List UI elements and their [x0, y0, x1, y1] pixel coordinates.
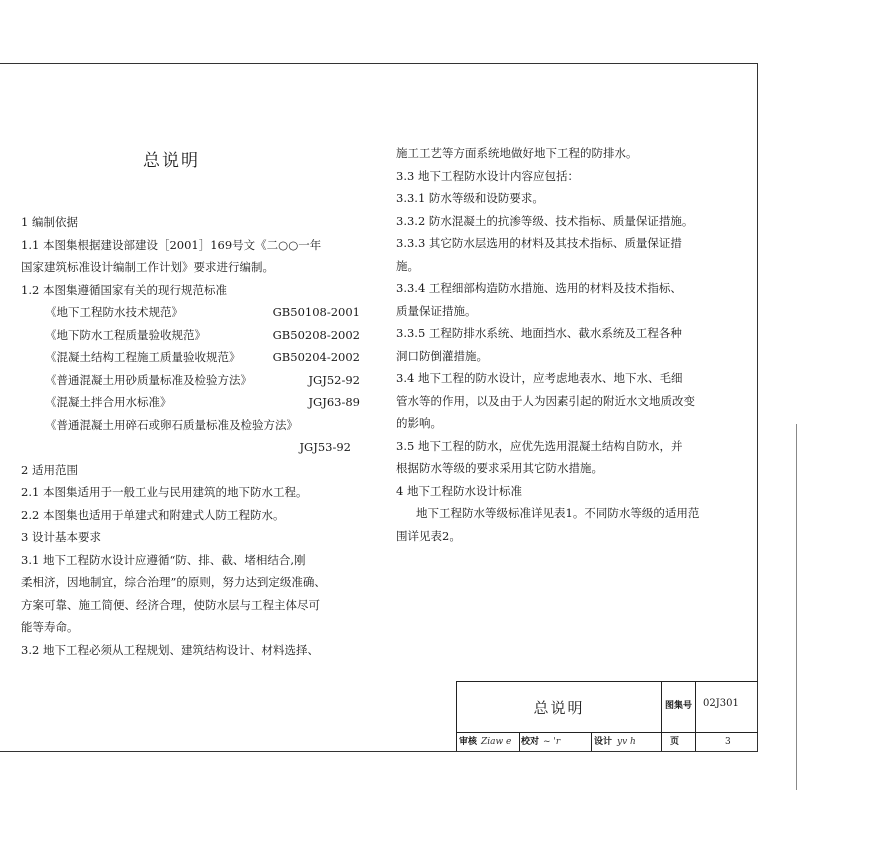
reference-code: JGJ52-92 — [308, 372, 360, 387]
text-line: 3.3.2 防水混凝土的抗渗等级、技术指标、质量保证措施。 — [396, 213, 694, 228]
design-label: 设计 — [594, 737, 613, 747]
text-line: 3.3.3 其它防水层选用的材料及其技术指标、质量保证措 — [396, 236, 682, 250]
text-line: 围详见表2。 — [396, 528, 461, 543]
review-signature: Ziaw e — [481, 737, 512, 747]
text-line: 柔相济，因地制宜，综合治理”的原则，努力达到定级准确、 — [21, 575, 326, 589]
text-line: 地下工程防水等级标准详见表1。不同防水等级的适用范 — [416, 506, 700, 520]
reference-line — [21, 301, 360, 324]
right-text-column — [396, 142, 746, 547]
text-line: 3.4 地下工程的防水设计，应考虑地表水、地下水、毛细 — [396, 371, 683, 385]
reference-line — [21, 414, 360, 437]
text-line: 施。 — [396, 258, 419, 273]
text-line: 根据防水等级的要求采用其它防水措施。 — [396, 461, 603, 475]
page-label: 页 — [670, 737, 680, 747]
text-line: 3.3.5 工程防排水系统、地面挡水、截水系统及工程各种 — [396, 326, 682, 340]
reference-code: GB50108-2001 — [272, 305, 360, 319]
text-line: 2 适用范围 — [21, 462, 78, 477]
left-text-column — [21, 211, 366, 661]
reference-title: 《混凝土结构工程施工质量验收规范》 — [45, 350, 241, 364]
title-block-title: 总说明 — [533, 698, 585, 717]
text-line: 方案可靠、施工简便、经济合理，使防水层与工程主体尽可 — [21, 597, 320, 612]
text-line: 洞口防倒灌措施。 — [396, 348, 488, 363]
atlas-number-label: 图集号 — [664, 701, 692, 711]
text-line: 3.3 地下工程防水设计内容应包括： — [396, 168, 579, 183]
reference-title: 《地下工程防水技术规范》 — [45, 305, 183, 319]
text-line: 施工工艺等方面系统地做好地下工程的防排水。 — [396, 146, 638, 160]
text-line: 3.1 地下工程防水设计应遵循“防、排、截、堵相结合,刚 — [21, 552, 306, 567]
title-block-top-row — [457, 682, 758, 733]
scan-edge-line — [796, 424, 797, 790]
text-line: JGJ53-92 — [299, 440, 351, 454]
text-line: 1 编制依据 — [21, 215, 78, 229]
signature-row — [457, 733, 758, 751]
reference-code: GB50204-2002 — [272, 350, 360, 364]
reference-line — [21, 324, 360, 347]
text-line: 质量保证措施。 — [396, 303, 477, 318]
design-signature: yv h — [617, 737, 636, 747]
reference-line — [21, 391, 360, 414]
text-line: 2.1 本图集适用于一般工业与民用建筑的地下防水工程。 — [21, 485, 308, 499]
reference-code: GB50208-2002 — [272, 327, 360, 342]
signature-divider — [519, 733, 520, 751]
text-line: 1.1 本图集根据建设部建设［2001］169号文《二○○一年 — [21, 237, 322, 252]
signature-divider — [591, 733, 592, 751]
text-line: 的影响。 — [396, 416, 442, 430]
text-line: 4 地下工程防水设计标准 — [396, 483, 522, 498]
text-line: 3.3.1 防水等级和设防要求。 — [396, 191, 544, 205]
reference-line — [21, 346, 360, 369]
reference-code: JGJ63-89 — [308, 395, 360, 409]
text-line: 3.3.4 工程细部构造防水措施、选用的材料及技术指标、 — [396, 281, 682, 295]
reference-title: 《普通混凝土用碎石或卵石质量标准及检验方法》 — [45, 417, 298, 432]
reference-title: 《地下防水工程质量验收规范》 — [45, 327, 206, 342]
check-label: 校对 — [521, 737, 540, 747]
atlas-number: 02J301 — [703, 698, 739, 709]
page-number: 3 — [725, 737, 731, 747]
reference-title: 《普通混凝土用砂质量标准及检验方法》 — [45, 372, 252, 387]
check-signature: ~ 'r — [543, 737, 561, 747]
text-line: 能等寿命。 — [21, 620, 79, 634]
page-title: 总说明 — [143, 151, 200, 171]
text-line: 1.2 本图集遵循国家有关的现行规范标准 — [21, 282, 227, 297]
text-line: 管水等的作用，以及由于人为因素引起的附近水文地质改变 — [396, 393, 695, 408]
title-block — [456, 681, 758, 751]
text-line: 3.2 地下工程必须从工程规划、建筑结构设计、材料选择、 — [21, 642, 319, 657]
text-line: 2.2 本图集也适用于单建式和附建式人防工程防水。 — [21, 507, 285, 522]
review-label: 审核 — [459, 737, 478, 747]
reference-title: 《混凝土拌合用水标准》 — [45, 395, 172, 409]
reference-line — [21, 369, 360, 392]
text-line: 国家建筑标准设计编制工作计划》要求进行编制。 — [21, 260, 274, 274]
text-line: 3 设计基本要求 — [21, 530, 101, 544]
text-line: 3.5 地下工程的防水，应优先选用混凝土结构自防水，并 — [396, 438, 683, 453]
